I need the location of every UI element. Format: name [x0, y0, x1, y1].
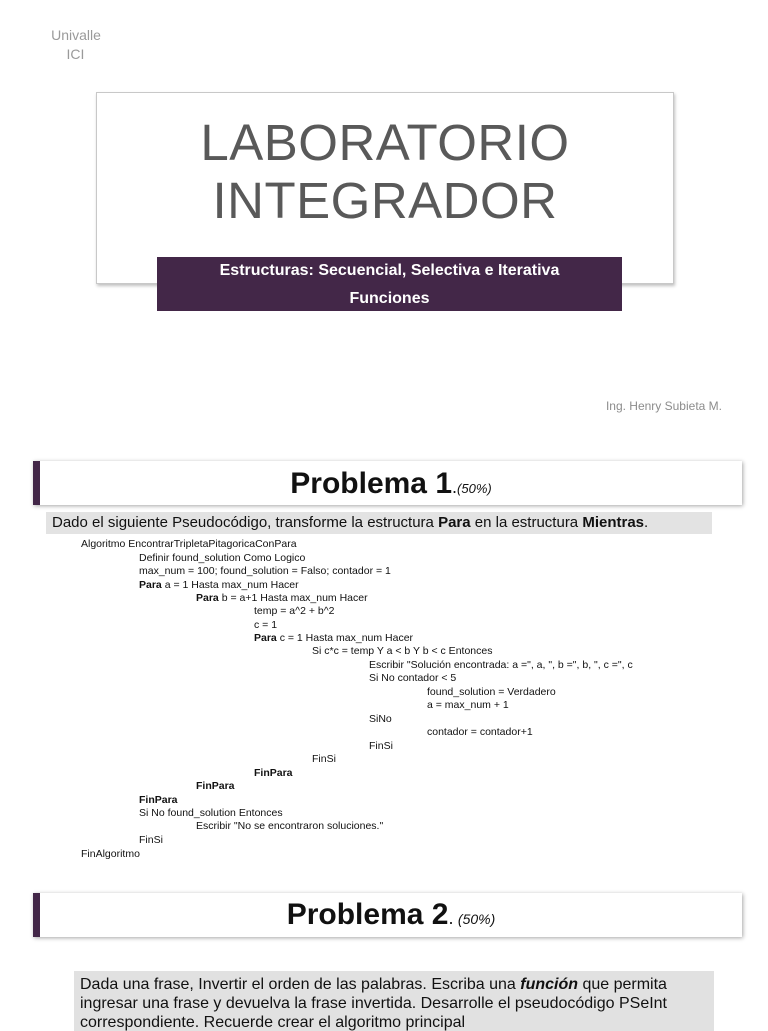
code-line: Escribir "No se encontraron soluciones." — [196, 820, 384, 832]
code-line: Definir found_solution Como Logico — [139, 552, 306, 564]
code-line: Algoritmo EncontrarTripletaPitagoricaConPara — [81, 538, 297, 550]
problem-2-weight: (50%) — [457, 911, 496, 927]
code-line — [196, 780, 235, 793]
title-line-2: INTEGRADOR — [212, 172, 558, 229]
org-label — [53, 26, 113, 64]
code-keyword: Para — [139, 579, 162, 591]
statement-text: Dada una frase, Invertir el orden de las palabras. Escriba una — [80, 976, 521, 993]
problem-1-weight: (50%) — [457, 481, 492, 496]
keyword-para: Para — [438, 514, 471, 531]
code-line — [139, 794, 178, 807]
problem-1-dot: . — [452, 477, 458, 497]
code-line: SiNo — [369, 713, 392, 725]
code-line — [196, 592, 368, 605]
keyword-funcion: función — [520, 976, 579, 993]
code-line: Si c*c = temp Y a < b Y b < c Entonces — [312, 645, 493, 657]
org-line-1: Univalle — [51, 27, 101, 43]
title-box — [96, 92, 674, 284]
statement-text: en la estructura — [470, 514, 583, 531]
code-line — [254, 632, 413, 645]
subtitle-line-2: Funciones — [349, 290, 430, 307]
code-line: max_num = 100; found_solution = Falso; contador = 1 — [139, 565, 391, 577]
code-line: FinSi — [312, 753, 336, 765]
statement-text: que permita ingresar una frase y devuelva la frase invertida. Desarrolle el pseudocódigo PSeInt correspondiente. Recuerde crear el algoritmo principal — [80, 976, 667, 1031]
title-line-1: LABORATORIO — [200, 114, 570, 171]
code-line: contador = contador+1 — [427, 726, 533, 738]
author-name: Ing. Henry Subieta M. — [605, 399, 722, 413]
problem-2-header — [33, 893, 742, 937]
code-line: temp = a^2 + b^2 — [254, 605, 335, 617]
subtitle-line-1: Estructuras: Secuencial, Selectiva e Iterativa — [219, 262, 560, 279]
problem-1-header — [33, 461, 742, 505]
problem-1-statement — [46, 512, 712, 534]
problem-1-title: Problema 1 — [290, 467, 453, 500]
code-line: found_solution = Verdadero — [427, 686, 556, 698]
code-line: FinSi — [369, 740, 393, 752]
org-line-2: ICI — [66, 46, 85, 62]
code-line: FinAlgoritmo — [81, 848, 140, 860]
code-keyword: FinPara — [196, 780, 235, 792]
code-line: c = 1 — [254, 619, 278, 631]
code-line — [139, 579, 299, 592]
keyword-mientras: Mientras — [582, 514, 645, 531]
code-text: c = 1 Hasta max_num Hacer — [276, 632, 414, 644]
problem-2-statement — [74, 971, 714, 1031]
code-line — [254, 767, 293, 780]
problem-2-dot: . — [448, 908, 454, 928]
code-keyword: Para — [196, 592, 219, 604]
code-line: Si No found_solution Entonces — [139, 807, 283, 819]
problem-2-title: Problema 2 — [286, 898, 449, 931]
code-line: Si No contador < 5 — [369, 672, 457, 684]
subtitle-banner — [157, 257, 622, 311]
code-text: b = a+1 Hasta max_num Hacer — [218, 592, 368, 604]
code-keyword: Para — [254, 632, 277, 644]
code-line: FinSi — [139, 834, 163, 846]
code-line: Escribir "Solución encontrada: a =", a, ", b =", b, ", c =", c — [369, 659, 633, 671]
code-keyword: FinPara — [139, 794, 178, 806]
code-text: a = 1 Hasta max_num Hacer — [161, 579, 299, 591]
statement-text: . — [644, 514, 649, 531]
statement-text: Dado el siguiente Pseudocódigo, transforme la estructura — [52, 514, 439, 531]
code-keyword: FinPara — [254, 767, 293, 779]
code-line: a = max_num + 1 — [427, 699, 509, 711]
